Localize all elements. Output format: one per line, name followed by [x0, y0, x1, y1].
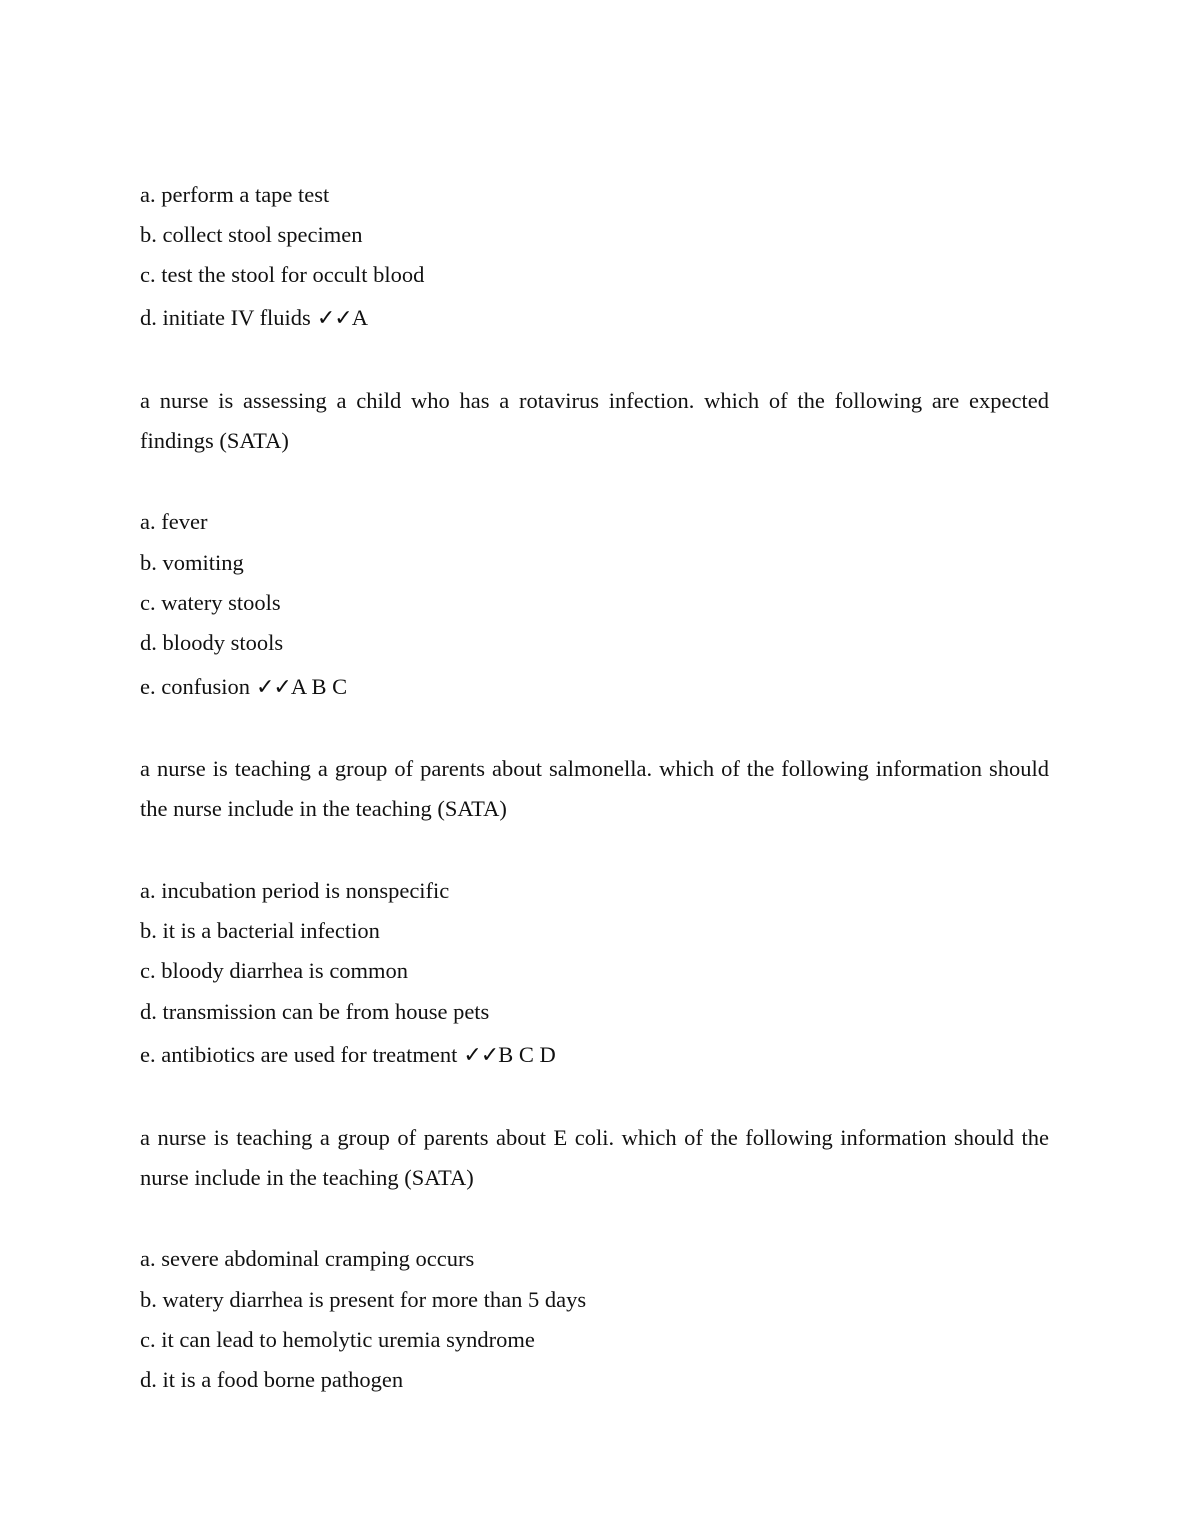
option-text: c. it can lead to hemolytic uremia syndrome [140, 1327, 535, 1352]
option-text: c. watery stools [140, 590, 281, 615]
option-text: a. incubation period is nonspecific [140, 878, 450, 903]
option-text: c. test the stool for occult blood [140, 262, 425, 287]
option-text: d. bloody stools [140, 630, 284, 655]
question-stem: a nurse is teaching a group of parents about E coli. which of the following information should the nurse include in the teaching (SATA) [140, 1125, 1049, 1190]
option-text: a. perform a tape test [140, 182, 330, 207]
answer-option [140, 1041, 556, 1069]
option-text: b. collect stool specimen [140, 222, 363, 247]
answer-key: B C D [498, 1042, 556, 1067]
option-text: d. initiate IV fluids [140, 305, 311, 330]
answer-key: A B C [290, 674, 348, 699]
option-text: b. watery diarrhea is present for more than 5 days [140, 1287, 587, 1312]
checkmark-icon: ✓✓ [463, 1043, 499, 1068]
option-text: d. it is a food borne pathogen [140, 1367, 404, 1392]
option-text: a. severe abdominal cramping occurs [140, 1246, 475, 1271]
answer-key: A [351, 305, 368, 330]
question-stem: a nurse is teaching a group of parents about salmonella. which of the following information should the nurse include in the teaching (SATA) [140, 756, 1049, 821]
question-stem: a nurse is assessing a child who has a rotavirus infection. which of the following are expected findings (SATA) [140, 388, 1049, 453]
option-text: e. confusion [140, 674, 250, 699]
option-text: a. fever [140, 509, 208, 534]
option-text: c. bloody diarrhea is common [140, 958, 409, 983]
answer-option [140, 304, 368, 332]
option-text: d. transmission can be from house pets [140, 999, 490, 1024]
checkmark-icon: ✓✓ [316, 306, 352, 331]
checkmark-icon: ✓✓ [255, 675, 291, 700]
option-text: b. vomiting [140, 550, 244, 575]
option-text: b. it is a bacterial infection [140, 918, 380, 943]
answer-option [140, 673, 347, 701]
option-text: e. antibiotics are used for treatment [140, 1042, 458, 1067]
